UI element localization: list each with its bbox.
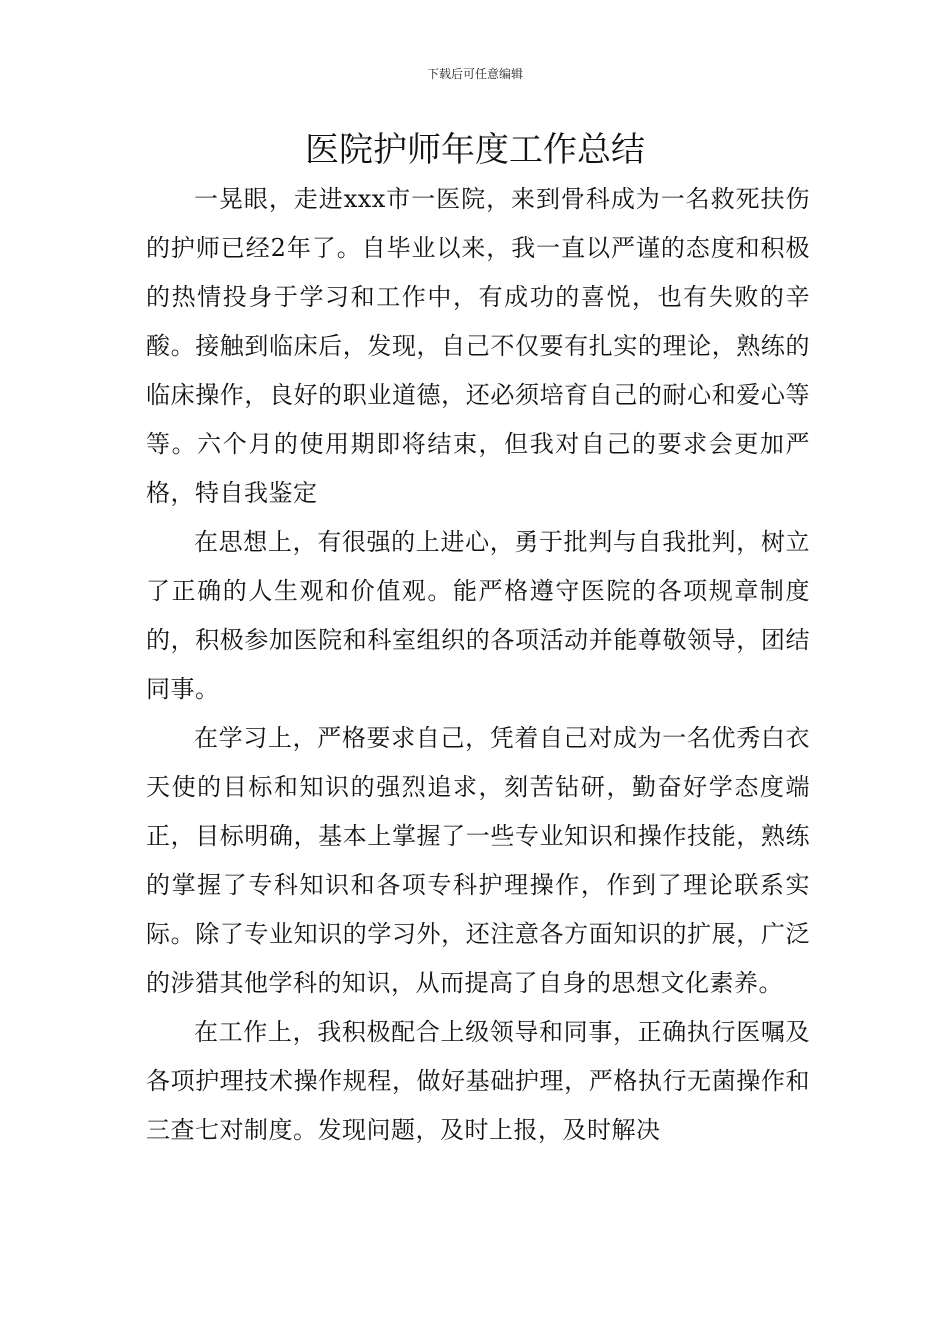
document-body [146,175,810,1155]
paragraph-study: 在学习上，严格要求自己，凭着自己对成为一名优秀白衣天使的目标和知识的强烈追求，刻苦钻研，勤奋好学态度端正，目标明确，基本上掌握了一些专业知识和操作技能，熟练的掌握了专科知识和各项专科护理操作，作到了理论联系实际。除了专业知识的学习外，还注意各方面知识的扩展，广泛的涉猎其他学科的知识，从而提高了自身的思想文化素养。 [146,724,810,997]
paragraph-work: 在工作上，我积极配合上级领导和同事，正确执行医嘱及各项护理技术操作规程，做好基础护理，严格执行无菌操作和三查七对制度。发现问题，及时上报，及时解决 [146,1018,810,1144]
page-header-note: 下载后可任意编辑 [426,67,523,81]
paragraph-intro: 一晃眼，走进xxx市一医院，来到骨科成为一名救死扶伤的护师已经2年了。自毕业以来，我一直以严谨的态度和积极的热情投身于学习和工作中，有成功的喜悦，也有失败的辛酸。接触到临床后，发现，自己不仅要有扎实的理论，熟练的临床操作，良好的职业道德，还必须培育自己的耐心和爱心等等。六个月的使用期即将结束，但我对自己的要求会更加严格，特自我鉴定 [146,185,810,507]
paragraph-thought: 在思想上，有很强的上进心，勇于批判与自我批判，树立了正确的人生观和价值观。能严格遵守医院的各项规章制度的，积极参加医院和科室组织的各项活动并能尊敬领导，团结同事。 [146,528,810,703]
document-title: 医院护师年度工作总结 [305,130,645,170]
